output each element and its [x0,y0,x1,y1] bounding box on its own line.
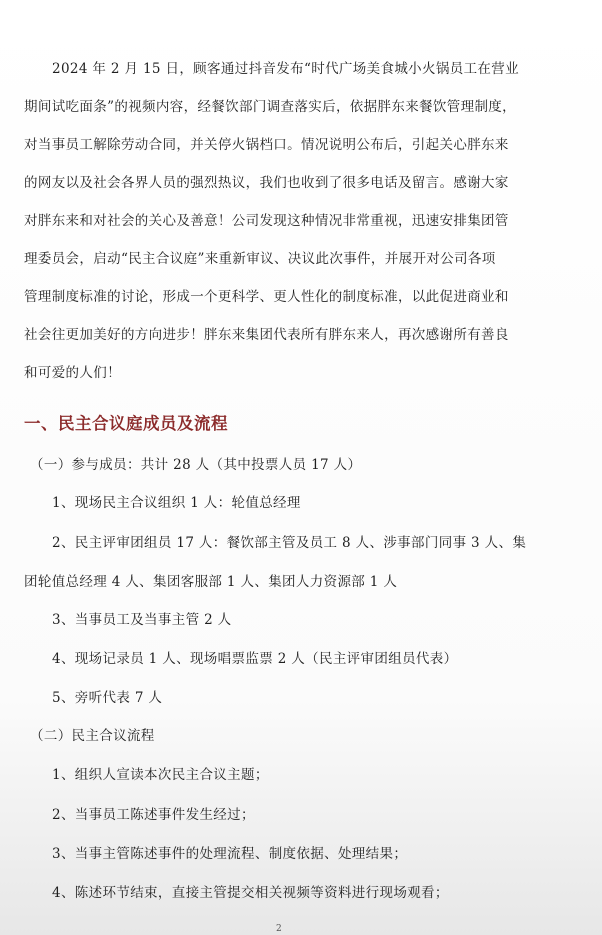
intro-line-3: 对当事员工解除劳动合同，并关停火锅档口。情况说明公布后，引起关心胖东来 [24,137,509,153]
intro-line-2: 期间试吃面条”的视频内容，经餐饮部门调查落实后，依据胖东来餐饮管理制度， [24,99,517,115]
part2-title: （二）民主合议流程 [30,728,155,744]
page-number: 2 [276,924,282,934]
part1-item-1: 1、现场民主合议组织 1 人：轮值总经理 [52,495,301,511]
part1-item-4: 4、现场记录员 1 人、现场唱票监票 2 人（民主评审团组员代表） [52,651,458,667]
part2-item-2: 2、当事员工陈述事件发生经过； [52,807,255,823]
section-heading: 一、民主合议庭成员及流程 [24,414,228,433]
part1-item-2: 2、民主评审团组员 17 人：餐饮部主管及员工 8 人、涉事部门同事 3 人、集 [52,535,527,551]
part1-item-3: 3、当事员工及当事主管 2 人 [52,612,232,628]
intro-line-5: 对胖东来和对社会的关心及善意！公司发现这种情况非常重视，迅速安排集团管 [24,213,509,229]
part2-item-3: 3、当事主管陈述事件的处理流程、制度依据、处理结果； [52,846,408,862]
intro-line-1: 2024 年 2 月 15 日，顾客通过抖音发布“时代广场美食城小火锅员工在营业 [52,61,519,77]
intro-line-9: 和可爱的人们！ [24,365,121,381]
part2-item-1: 1、组织人宣读本次民主合议主题； [52,767,269,783]
part1-item-5: 5、旁听代表 7 人 [52,690,163,706]
intro-line-6: 理委员会，启动“民主合议庭”来重新审议、决议此次事件，并展开对公司各项 [24,251,496,267]
intro-line-8: 社会往更加美好的方向进步！胖东来集团代表所有胖东来人，再次感谢所有善良 [24,327,509,343]
part1-item-2-continued: 团轮值总经理 4 人、集团客服部 1 人、集团人力资源部 1 人 [24,574,398,590]
part1-title: （一）参与成员：共计 28 人（其中投票人员 17 人） [30,457,362,473]
intro-line-7: 管理制度标准的讨论，形成一个更科学、更人性化的制度标准，以此促进商业和 [24,289,509,305]
part2-item-4: 4、陈述环节结束，直接主管提交相关视频等资料进行现场观看； [52,885,449,901]
intro-line-4: 的网友以及社会各界人员的强烈热议，我们也收到了很多电话及留言。感谢大家 [24,175,509,191]
